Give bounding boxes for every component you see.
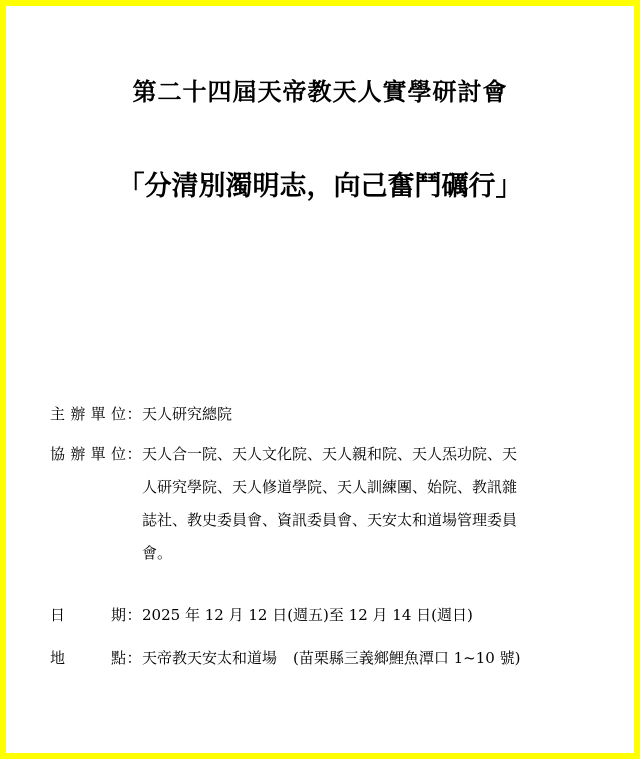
location-value: 天帝教天安太和道場 (142, 649, 278, 667)
co-organizer-row (50, 438, 517, 570)
co-organizer-line: 天人合一院、天人文化院、天人親和院、天人炁功院、天 (142, 445, 518, 463)
organizer-label: 主辦單位 (50, 405, 126, 423)
organizer-value: 天人研究總院 (142, 405, 233, 423)
organizer-row (50, 398, 232, 431)
location-row (50, 642, 520, 675)
date-colon: ： (126, 606, 142, 624)
date-row (50, 599, 473, 632)
organizer-colon: ： (126, 405, 142, 423)
co-organizer-line: 誌社、教史委員會、資訊委員會、天安太和道場管理委員 (142, 511, 518, 529)
location-value-wrap (142, 642, 520, 675)
co-organizer-colon: ： (126, 445, 142, 463)
co-organizer-line: 會。 (142, 544, 173, 562)
co-organizer-list (142, 438, 517, 570)
co-organizer-line: 人研究學院、天人修道學院、天人訓練團、始院、教訊雜 (142, 478, 518, 496)
date-label: 日期 (50, 606, 126, 624)
location-address-note: (苗栗縣三義鄉鯉魚潭口 1~10 號) (293, 649, 521, 667)
co-organizer-label: 協辦單位 (50, 445, 126, 463)
event-title: 第二十四屆天帝教天人實學研討會 (132, 77, 508, 106)
date-value: 2025 年 12 月 12 日(週五)至 12 月 14 日(週日) (142, 606, 473, 624)
location-colon: ： (126, 649, 142, 667)
location-label: 地點 (50, 649, 126, 667)
event-theme: 「分清別濁明志，向己奮鬥礪行」 (117, 171, 523, 202)
